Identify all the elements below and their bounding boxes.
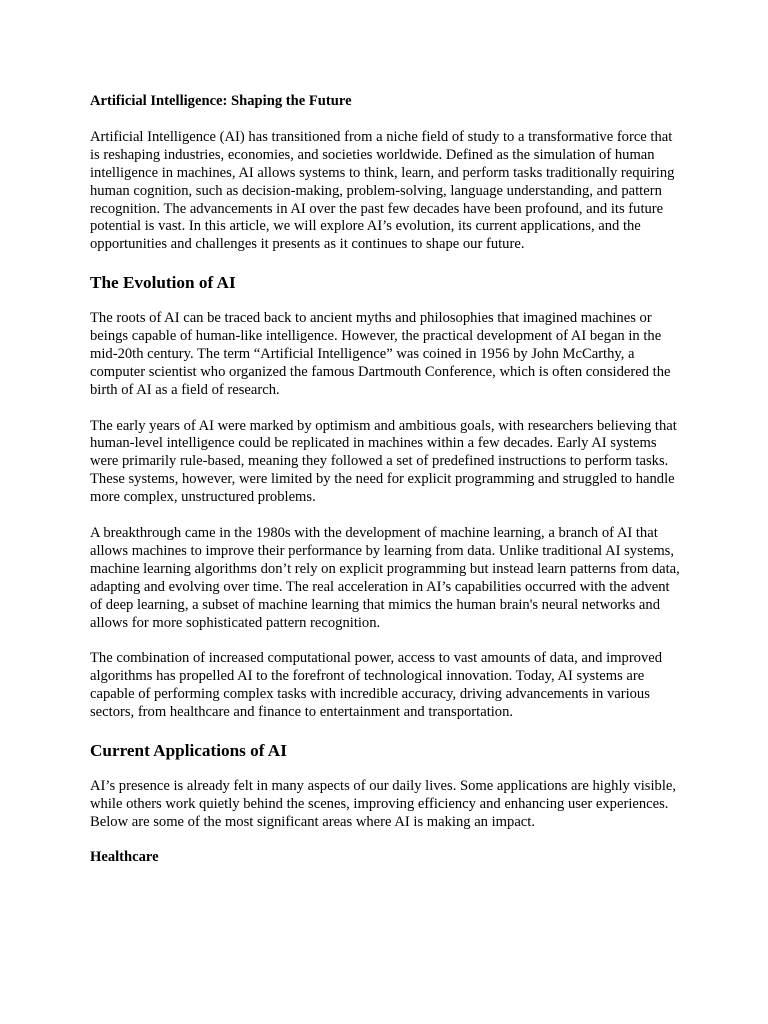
evolution-paragraph-3: A breakthrough came in the 1980s with the development of machine learning, a branch of AI that allows machines to improve their performance by learning from data. Unlike traditional AI systems, machine learning algorithms don’t rely on explicit programming but instead learn patterns from data, adapting and evolving over time. The real acceleration in AI’s capabilities occurred with the advent of deep learning, a subset of machine learning that mimics the human brain's neural networks and allows for more sophisticated pattern recognition. — [90, 524, 680, 631]
section-heading-evolution: The Evolution of AI — [90, 273, 236, 293]
document-page — [90, 93, 680, 867]
evolution-paragraph-4: The combination of increased computational power, access to vast amounts of data, and improved algorithms has propelled AI to the forefront of technological innovation. Today, AI systems are capable of performing complex tasks with incredible accuracy, driving advancements in various sectors, from healthcare and finance to entertainment and transportation. — [90, 650, 663, 721]
subheading-healthcare: Healthcare — [90, 849, 159, 866]
evolution-paragraph-2: The early years of AI were marked by optimism and ambitious goals, with researchers believing that human-level intelligence could be replicated in machines within a few decades. Early AI systems were primarily rule-based, meaning they followed a set of predefined instructions to perform tasks. These systems, however, were limited by the need for explicit programming and struggled to handle more complex, unstructured problems. — [90, 417, 677, 506]
applications-paragraph-1: AI’s presence is already felt in many aspects of our daily lives. Some applications are highly visible, while others work quietly behind the scenes, improving efficiency and enhancing user experiences. Below are some of the most significant areas where AI is making an impact. — [90, 777, 677, 830]
intro-paragraph: Artificial Intelligence (AI) has transitioned from a niche field of study to a transformative force that is reshaping industries, economies, and societies worldwide. Defined as the simulation of human intelligence in machines, AI allows systems to think, learn, and perform tasks traditionally requiring human cognition, such as decision-making, problem-solving, language understanding, and pattern recognition. The advancements in AI over the past few decades have been profound, and its future potential is vast. In this article, we will explore AI’s evolution, its current applications, and the opportunities and challenges it presents as it continues to shape our future. — [90, 128, 675, 253]
evolution-paragraph-1: The roots of AI can be traced back to ancient myths and philosophies that imagined machines or beings capable of human-like intelligence. However, the practical development of AI began in the mid-20th century. The term “Artificial Intelligence” was coined in 1956 by John McCarthy, a computer scientist who organized the famous Dartmouth Conference, which is often considered the birth of AI as a field of research. — [90, 310, 671, 398]
section-heading-applications: Current Applications of AI — [90, 740, 287, 760]
document-title: Artificial Intelligence: Shaping the Future — [90, 93, 352, 109]
